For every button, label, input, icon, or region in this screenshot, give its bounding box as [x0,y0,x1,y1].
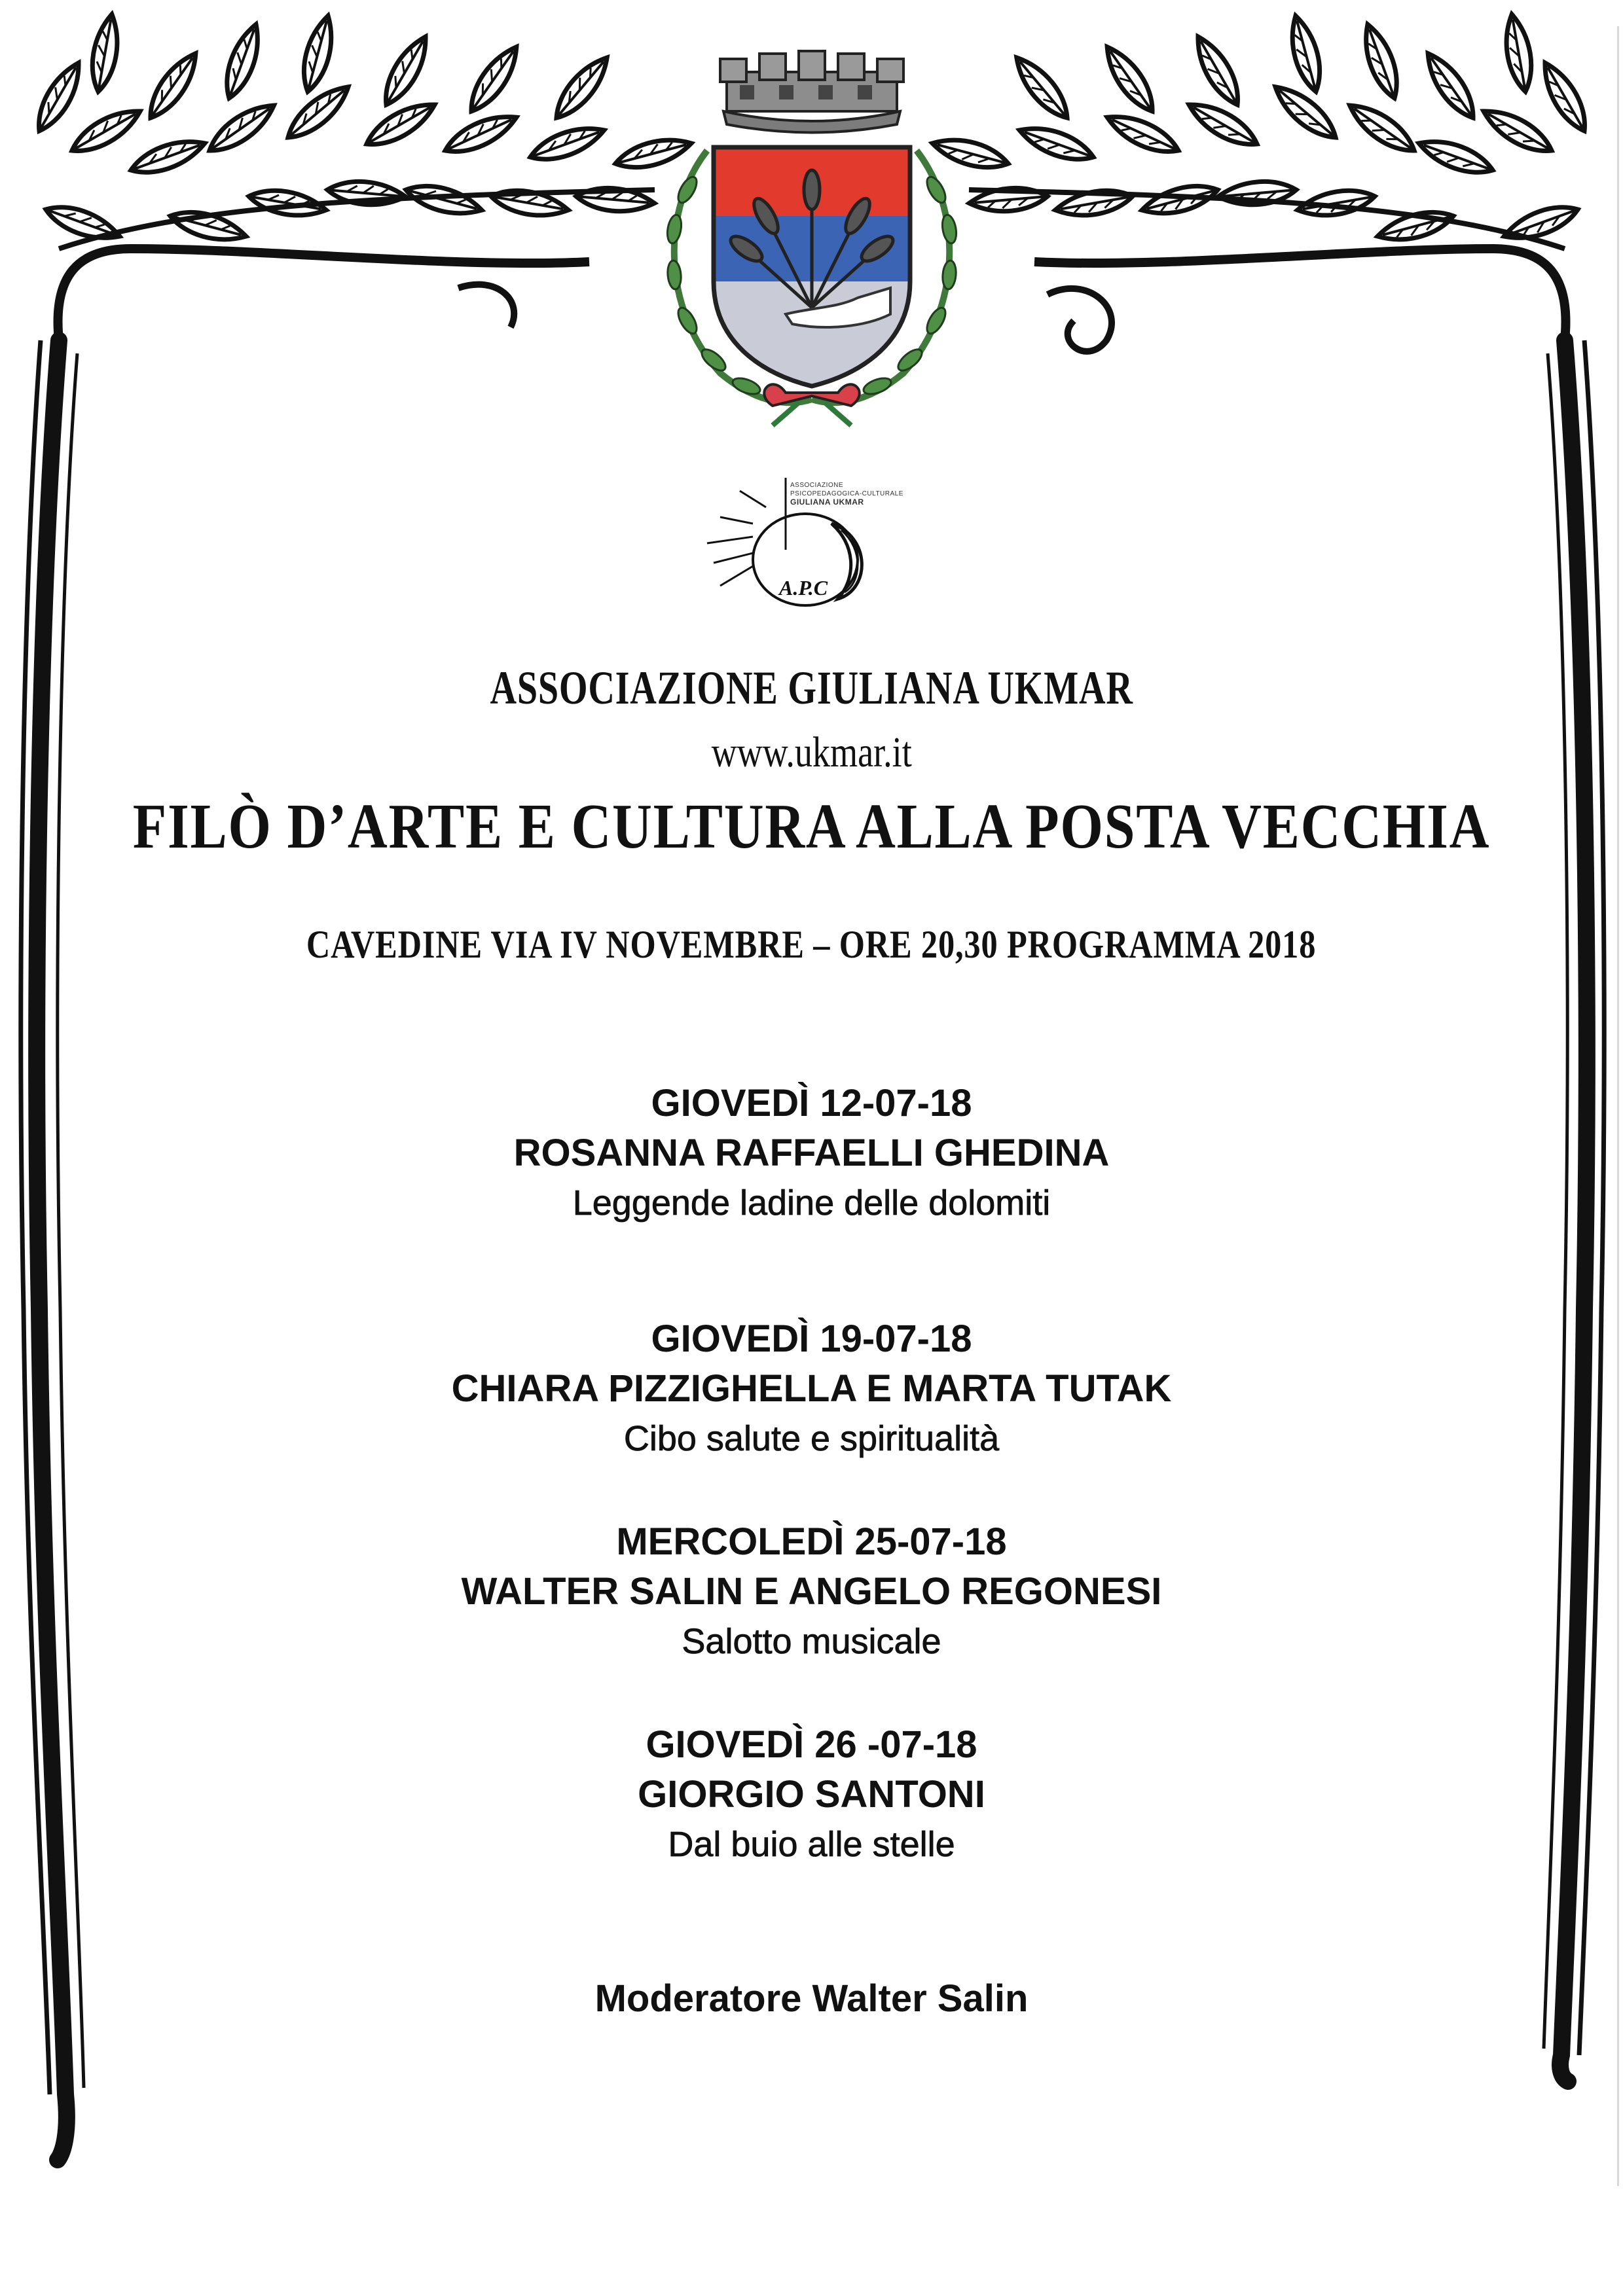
event-topic: Dal buio alle stelle [668,1825,955,1864]
event-item [0,1079,1623,1228]
event-speakers: WALTER SALIN E ANGELO REGONESI [461,1570,1162,1613]
scan-edge-line [1617,26,1619,2186]
event-topic: Leggende ladine delle dolomiti [572,1183,1051,1223]
event-item [0,1517,1623,1666]
event-date: GIOVEDÌ 12-07-18 [651,1082,972,1124]
event-speakers: CHIARA PIZZIGHELLA E MARTA TUTAK [451,1367,1172,1410]
logo-text [790,481,903,507]
event-date: GIOVEDÌ 26 -07-18 [646,1723,977,1766]
event-date: GIOVEDÌ 19-07-18 [651,1318,972,1360]
logo-line-2: PSICOPEDAGOGICA-CULTURALE [790,490,903,497]
page-title: FILÒ D’ARTE E CULTURA ALLA POSTA VECCHIA [132,791,1491,862]
event-topic: Cibo salute e spiritualità [623,1419,1000,1458]
event-speakers: GIORGIO SANTONI [638,1773,985,1816]
event-date: MERCOLEDÌ 25-07-18 [616,1520,1007,1563]
moderator-line: Moderatore Walter Salin [594,1977,1029,2020]
logo-monogram: A.P.C [779,576,828,600]
association-website[interactable]: www.ukmar.it [711,728,912,776]
logo-line-3: GIULIANA UKMAR [790,497,864,507]
event-item [0,1314,1623,1463]
event-speakers: ROSANNA RAFFAELLI GHEDINA [513,1132,1110,1174]
program-subtitle: CAVEDINE VIA IV NOVEMBRE – ORE 20,30 PROGRAMMA 2018 [306,923,1317,966]
event-topic: Salotto musicale [682,1622,941,1661]
association-name: ASSOCIAZIONE GIULIANA UKMAR [490,662,1133,714]
logo-line-1: ASSOCIAZIONE [790,482,844,489]
event-item [0,1720,1623,1869]
